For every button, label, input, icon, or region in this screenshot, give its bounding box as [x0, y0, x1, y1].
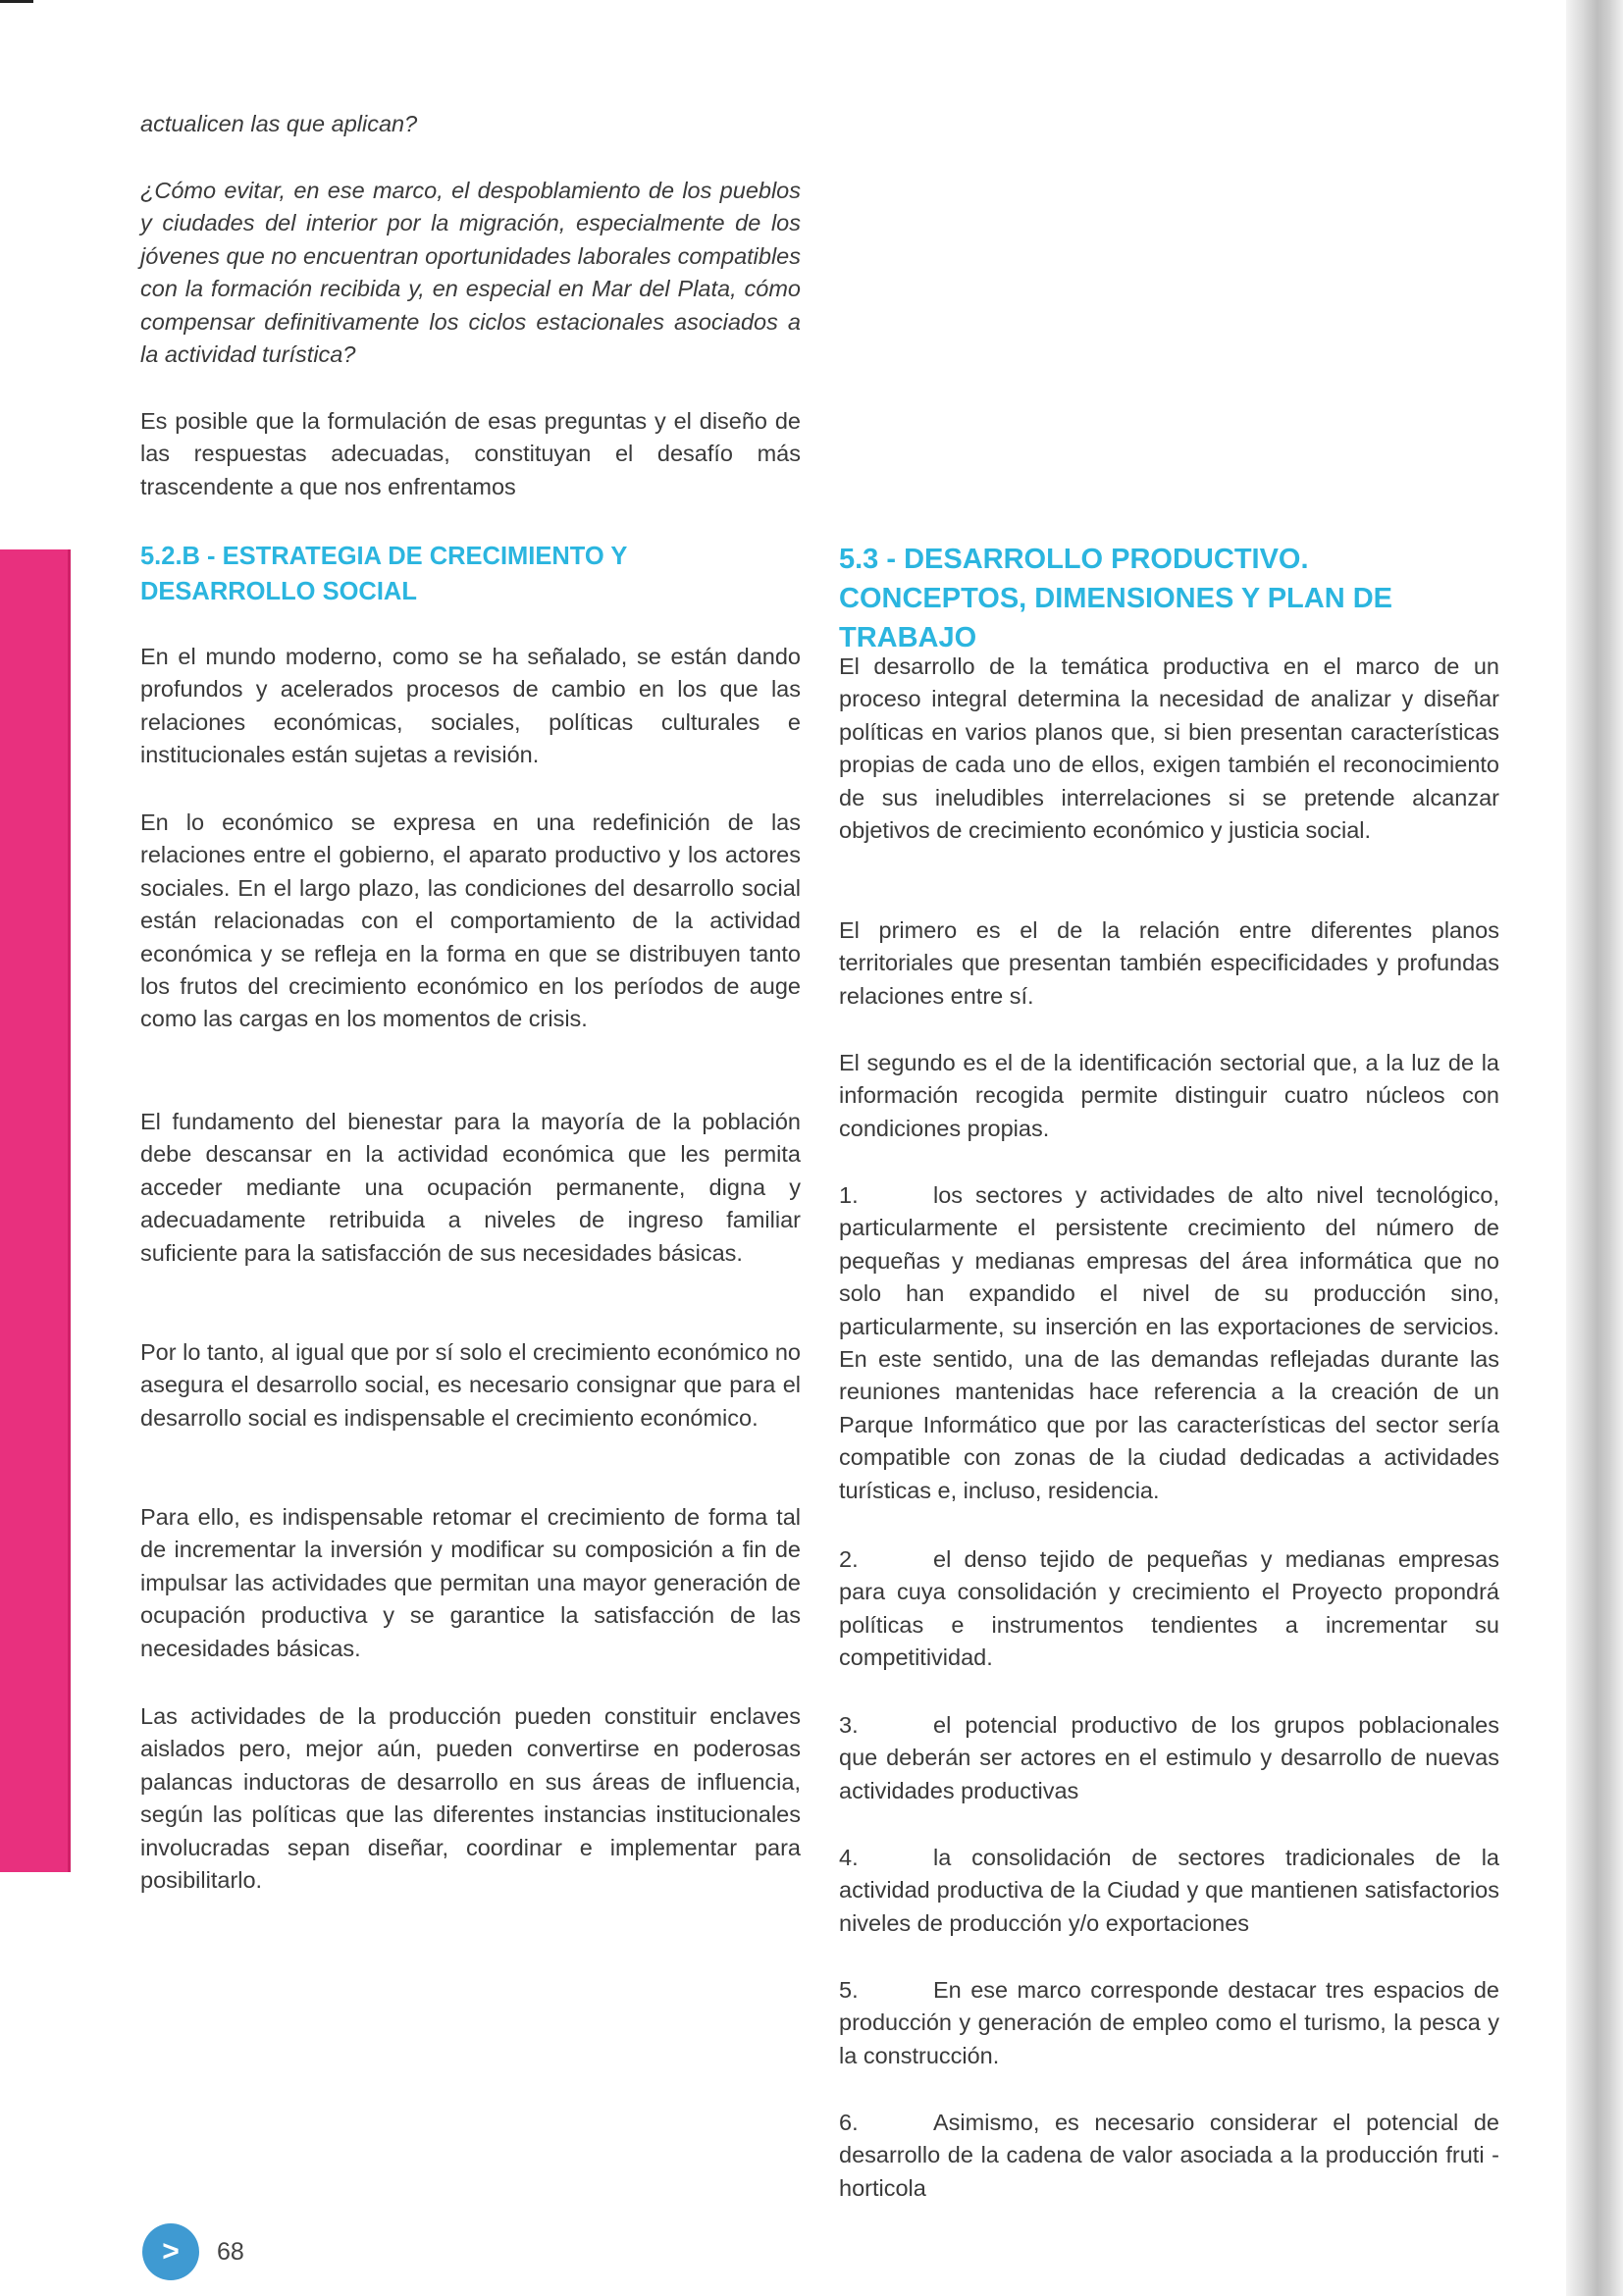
list-number: 2. [839, 1546, 859, 1572]
list-text: el potencial productivo de los grupos poblacionales que deberán ser actores en el estimulo y desarrollo de nuevas actividades productivas [839, 1712, 1499, 1803]
crop-mark [0, 0, 33, 3]
body-paragraph: El fundamento del bienestar para la mayoría de la población debe descansar en la actividad económica que les permita acceder mediante una ocupación permanente, digna y adecuadamente retribuida a niveles de ingreso familiar suficiente para la satisfacción de sus necesidades básicas. [140, 1109, 801, 1266]
body-paragraph: En lo económico se expresa en una redefinición de las relaciones entre el gobierno, el aparato productivo y los actores sociales. En el largo plazo, las condiciones del desarrollo social están relacionadas con el comportamiento de la actividad económica y se refleja en la forma en que se distribuyen tanto los frutos del crecimiento económico en los períodos de auge como las cargas en los momentos de crisis. [140, 809, 801, 1032]
body-paragraph: Las actividades de la producción pueden constituir enclaves aislados pero, mejor aún, pueden convertirse en poderosas palancas inductoras de desarrollo en sus áreas de influencia, según las políticas que las diferentes instancias institucionales involucradas sepan diseñar, coordinar e implementar para posibilitarlo. [140, 1703, 801, 1894]
intro-paragraph-1: actualicen las que aplican? [140, 111, 418, 136]
body-paragraph: El segundo es el de la identificación sectorial que, a la luz de la información recogida permite distinguir cuatro núcleos con condiciones propias. [839, 1050, 1499, 1141]
list-item [839, 1543, 1499, 1675]
list-number: 5. [839, 1977, 859, 2003]
list-text: los sectores y actividades de alto nivel tecnológico, particularmente el persistente crecimiento del número de pequeñas y medianas empresas del área informática que no solo han expandido el nivel de su producción sino, particularmente, su inserción en las exportaciones de servicios. En este sentido, una de las demandas reflejadas durante las reuniones mantenidas hace referencia a la creación de un Parque Informático que por las características del sector sería compatible con zonas de la ciudad dedicadas a actividades turísticas e, incluso, residencia. [839, 1182, 1499, 1503]
pink-side-bar [0, 549, 71, 1872]
body-paragraph: El desarrollo de la temática productiva en el marco de un proceso integral determina la necesidad de analizar y diseñar políticas en varios planos que, si bien presentan características propias de cada uno de ellos, exigen también el reconocimiento de sus ineludibles interrelaciones si se pretende alcanzar objetivos de crecimiento económico y justicia social. [839, 653, 1499, 844]
list-number: 3. [839, 1712, 859, 1738]
list-item [839, 2107, 1499, 2205]
list-item [839, 1842, 1499, 1940]
list-text: En ese marco corresponde destacar tres espacios de producción y generación de empleo como el turismo, la pesca y la construcción. [839, 1977, 1499, 2068]
list-item [839, 1709, 1499, 1807]
section-heading-5-3: 5.3 - DESARROLLO PRODUCTIVO. CONCEPTOS, DIMENSIONES Y PLAN DE TRABAJO [839, 544, 1392, 653]
list-number: 6. [839, 2110, 859, 2135]
body-paragraph: En el mundo moderno, como se ha señalado, se están dando profundos y acelerados procesos de cambio en los que las relaciones económicas, sociales, políticas culturales e institucionales están sujetas a revisión. [140, 644, 801, 768]
page-footer [142, 2223, 244, 2280]
list-text: Asimismo, es necesario considerar el potencial de desarrollo de la cadena de valor asociada a la producción fruti - horticola [839, 2110, 1499, 2201]
body-paragraph: Para ello, es indispensable retomar el crecimiento de forma tal de incrementar la inversión y modificar su composición a fin de impulsar las actividades que permitan una mayor generación de ocupación productiva y se garantice la satisfacción de las necesidades básicas. [140, 1504, 801, 1661]
list-item [839, 1974, 1499, 2072]
intro-paragraph-2: ¿Cómo evitar, en ese marco, el despoblamiento de los pueblos y ciudades del interior por la migración, especialmente de los jóvenes que no encuentran oportunidades laborales compatibles con la formación recibida y, en especial en Mar del Plata, cómo compensar definitivamente los ciclos estacionales asociados a la actividad turística? [140, 178, 801, 368]
body-paragraph: El primero es el de la relación entre diferentes planos territoriales que presentan también especificidades y profundas relaciones entre sí. [839, 917, 1499, 1009]
list-number: 1. [839, 1182, 859, 1208]
section-heading-5-2-b: 5.2.B - ESTRATEGIA DE CRECIMIENTO Y DESARROLLO SOCIAL [140, 543, 627, 605]
page-number: 68 [217, 2237, 244, 2266]
list-number: 4. [839, 1845, 859, 1870]
book-spine-shadow [1566, 0, 1623, 2296]
list-text: la consolidación de sectores tradicionales de la actividad productiva de la Ciudad y que mantienen satisfactorios niveles de producción y/o exportaciones [839, 1845, 1499, 1936]
list-item [839, 1179, 1499, 1507]
next-arrow-icon[interactable]: > [142, 2223, 199, 2280]
intro-paragraph-3: Es posible que la formulación de esas preguntas y el diseño de las respuestas adecuadas, constituyan el desafío más trascendente a que nos enfrentamos [140, 408, 801, 499]
list-text: el denso tejido de pequeñas y medianas empresas para cuya consolidación y crecimiento el Proyecto propondrá políticas e instrumentos tendientes a incrementar su competitividad. [839, 1546, 1499, 1671]
body-paragraph: Por lo tanto, al igual que por sí solo el crecimiento económico no asegura el desarrollo social, es necesario consignar que para el desarrollo social es indispensable el crecimiento económico. [140, 1339, 801, 1431]
